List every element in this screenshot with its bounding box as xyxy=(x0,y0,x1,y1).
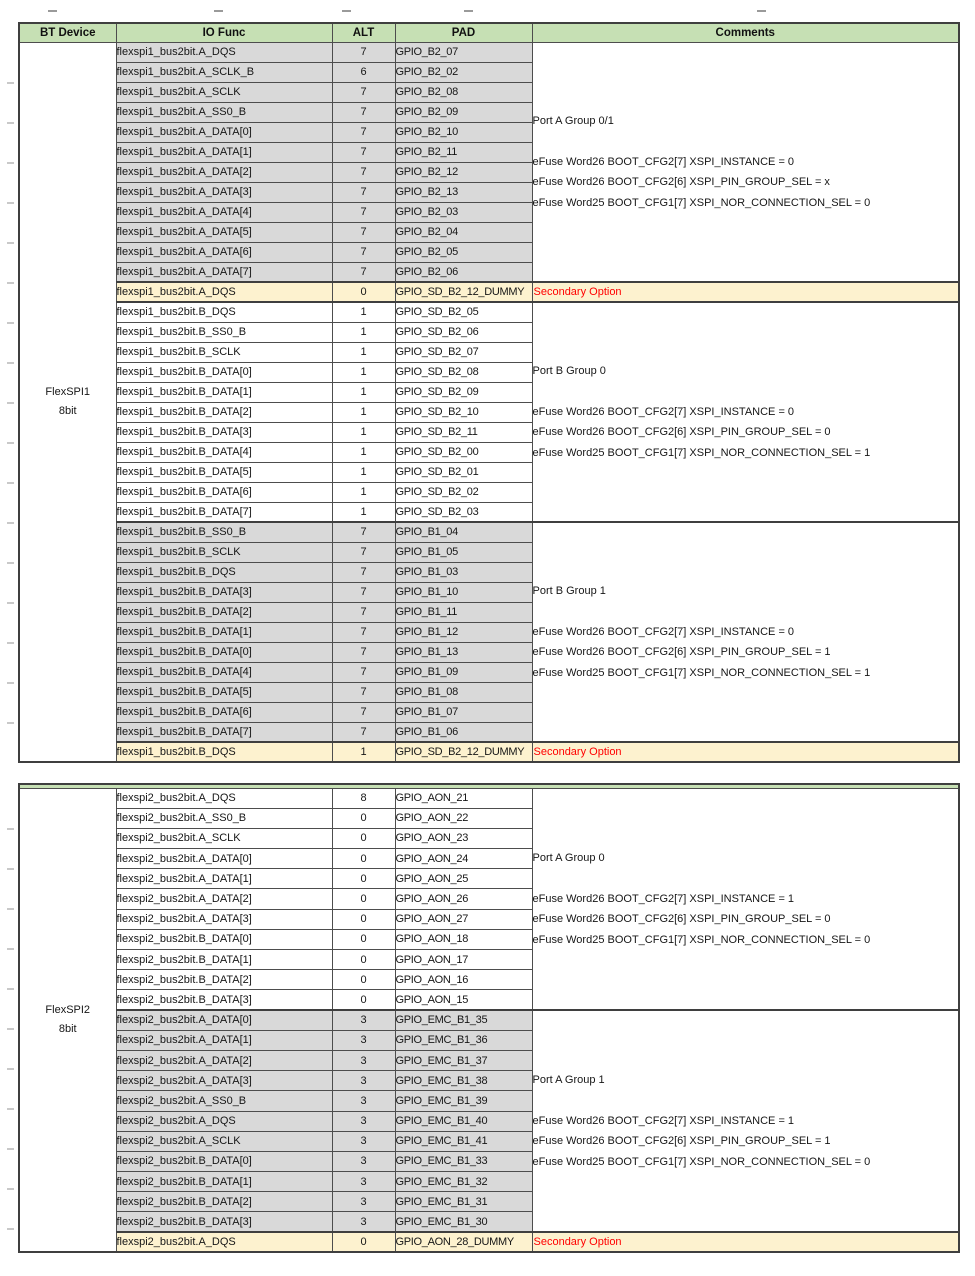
pad-cell: GPIO_B1_03 xyxy=(395,562,532,582)
alt-cell: 7 xyxy=(332,162,395,182)
alt-cell: 7 xyxy=(332,42,395,62)
io-func-cell: flexspi1_bus2bit.B_DATA[3] xyxy=(116,582,332,602)
comment-cell xyxy=(532,522,959,742)
pad-cell: GPIO_EMC_B1_36 xyxy=(395,1030,532,1050)
comment-spacer xyxy=(533,1090,959,1111)
io-func-cell: flexspi2_bus2bit.A_DATA[0] xyxy=(116,849,332,869)
column-header-bt-device: BT Device xyxy=(19,23,116,42)
alt-cell: 7 xyxy=(332,262,395,282)
io-func-cell: flexspi2_bus2bit.B_DATA[1] xyxy=(116,950,332,970)
pad-cell: GPIO_SD_B2_10 xyxy=(395,402,532,422)
efuse-setting-line: eFuse Word26 BOOT_CFG2[6] XSPI_PIN_GROUP_SEL = 0 xyxy=(532,426,831,439)
alt-cell: 1 xyxy=(332,302,395,322)
alt-cell: 3 xyxy=(332,1131,395,1151)
pad-cell: GPIO_SD_B2_06 xyxy=(395,322,532,342)
io-func-cell: flexspi1_bus2bit.B_DQS xyxy=(116,562,332,582)
io-func-cell: flexspi1_bus2bit.B_DQS xyxy=(116,302,332,322)
io-func-cell: flexspi1_bus2bit.A_DATA[5] xyxy=(116,222,332,242)
pad-cell: GPIO_SD_B2_02 xyxy=(395,482,532,502)
io-func-cell: flexspi2_bus2bit.B_DATA[2] xyxy=(116,970,332,990)
alt-cell: 1 xyxy=(332,322,395,342)
alt-cell: 0 xyxy=(332,990,395,1010)
port-group-label: Port A Group 0/1 xyxy=(532,114,614,127)
efuse-setting-line: eFuse Word25 BOOT_CFG1[7] XSPI_NOR_CONNECTION_SEL = 0 xyxy=(532,1155,871,1168)
io-func-cell: flexspi1_bus2bit.B_DATA[6] xyxy=(116,702,332,722)
pad-cell: GPIO_EMC_B1_38 xyxy=(395,1071,532,1091)
bt-device-cell-flexspi1 xyxy=(19,42,116,762)
io-func-cell: flexspi1_bus2bit.B_DATA[7] xyxy=(116,502,332,522)
pad-cell: GPIO_SD_B2_03 xyxy=(395,502,532,522)
port-group-label: Port A Group 0 xyxy=(532,851,605,864)
pad-cell: GPIO_SD_B2_07 xyxy=(395,342,532,362)
remnant-dash xyxy=(464,10,473,12)
alt-cell: 7 xyxy=(332,702,395,722)
table-row xyxy=(19,742,959,762)
alt-cell: 6 xyxy=(332,62,395,82)
io-func-cell: flexspi1_bus2bit.B_DATA[7] xyxy=(116,722,332,742)
alt-cell: 3 xyxy=(332,1172,395,1192)
alt-cell: 7 xyxy=(332,542,395,562)
pad-cell: GPIO_B2_13 xyxy=(395,182,532,202)
alt-cell: 7 xyxy=(332,602,395,622)
pad-cell: GPIO_EMC_B1_32 xyxy=(395,1172,532,1192)
pad-cell: GPIO_B1_04 xyxy=(395,522,532,542)
efuse-setting-line: eFuse Word25 BOOT_CFG1[7] XSPI_NOR_CONNECTION_SEL = 1 xyxy=(532,666,871,679)
comment-spacer xyxy=(533,868,959,889)
io-func-cell: flexspi1_bus2bit.A_DATA[3] xyxy=(116,182,332,202)
comment-cell xyxy=(532,42,959,282)
pad-cell: GPIO_EMC_B1_40 xyxy=(395,1111,532,1131)
efuse-setting-line: eFuse Word26 BOOT_CFG2[6] XSPI_PIN_GROUP_SEL = 0 xyxy=(532,913,831,926)
alt-cell: 0 xyxy=(332,889,395,909)
pad-cell: GPIO_SD_B2_05 xyxy=(395,302,532,322)
pad-cell: GPIO_EMC_B1_31 xyxy=(395,1192,532,1212)
io-func-cell: flexspi1_bus2bit.A_DATA[1] xyxy=(116,142,332,162)
column-header-pad: PAD xyxy=(395,23,532,42)
alt-cell: 1 xyxy=(332,742,395,762)
pad-cell: GPIO_AON_17 xyxy=(395,950,532,970)
alt-cell: 3 xyxy=(332,1071,395,1091)
alt-cell: 3 xyxy=(332,1030,395,1050)
io-func-cell: flexspi1_bus2bit.B_DATA[2] xyxy=(116,602,332,622)
pad-cell: GPIO_B2_06 xyxy=(395,262,532,282)
io-func-cell: flexspi1_bus2bit.A_DQS xyxy=(116,282,332,302)
flexspi2-section xyxy=(18,783,960,1253)
row-tick-marks xyxy=(7,44,14,762)
io-func-cell: flexspi1_bus2bit.A_DATA[7] xyxy=(116,262,332,282)
device-bits: 8bit xyxy=(58,404,77,417)
alt-cell: 0 xyxy=(332,909,395,929)
alt-cell: 3 xyxy=(332,1091,395,1111)
io-func-cell: flexspi1_bus2bit.B_DATA[1] xyxy=(116,382,332,402)
alt-cell: 7 xyxy=(332,242,395,262)
io-func-cell: flexspi2_bus2bit.A_DATA[0] xyxy=(116,1010,332,1030)
alt-cell: 7 xyxy=(332,122,395,142)
secondary-option-label: Secondary Option xyxy=(533,1236,622,1249)
pad-cell: GPIO_B1_13 xyxy=(395,642,532,662)
comment-block xyxy=(533,111,959,214)
io-func-cell: flexspi1_bus2bit.A_SS0_B xyxy=(116,102,332,122)
pad-cell: GPIO_EMC_B1_41 xyxy=(395,1131,532,1151)
alt-cell: 0 xyxy=(332,282,395,302)
efuse-setting-line: eFuse Word26 BOOT_CFG2[7] XSPI_INSTANCE = 0 xyxy=(532,405,795,418)
alt-cell: 1 xyxy=(332,402,395,422)
alt-cell: 0 xyxy=(332,849,395,869)
io-func-cell: flexspi2_bus2bit.B_DATA[2] xyxy=(116,1192,332,1212)
io-func-cell: flexspi2_bus2bit.A_DATA[2] xyxy=(116,889,332,909)
flexspi1-section xyxy=(18,22,960,763)
pad-cell: GPIO_B1_07 xyxy=(395,702,532,722)
alt-cell: 1 xyxy=(332,442,395,462)
comment-spacer xyxy=(533,381,959,402)
table-row xyxy=(19,788,959,808)
io-func-cell: flexspi1_bus2bit.B_DATA[0] xyxy=(116,642,332,662)
pad-cell: GPIO_B1_10 xyxy=(395,582,532,602)
io-func-cell: flexspi1_bus2bit.B_DATA[6] xyxy=(116,482,332,502)
pad-cell: GPIO_B1_08 xyxy=(395,682,532,702)
io-func-cell: flexspi1_bus2bit.A_SCLK_B xyxy=(116,62,332,82)
header-row xyxy=(19,23,959,42)
io-func-cell: flexspi1_bus2bit.A_DATA[2] xyxy=(116,162,332,182)
alt-cell: 3 xyxy=(332,1192,395,1212)
pad-cell: GPIO_B2_04 xyxy=(395,222,532,242)
io-func-cell: flexspi2_bus2bit.A_DATA[1] xyxy=(116,1030,332,1050)
io-func-cell: flexspi1_bus2bit.B_DATA[0] xyxy=(116,362,332,382)
remnant-dash xyxy=(48,10,57,12)
device-name: FlexSPI2 xyxy=(45,1003,91,1016)
io-func-cell: flexspi1_bus2bit.A_DATA[4] xyxy=(116,202,332,222)
alt-cell: 3 xyxy=(332,1151,395,1171)
pad-cell: GPIO_AON_28_DUMMY xyxy=(395,1232,532,1252)
io-func-cell: flexspi2_bus2bit.A_DATA[2] xyxy=(116,1050,332,1070)
io-func-cell: flexspi1_bus2bit.B_SCLK xyxy=(116,542,332,562)
comment-spacer xyxy=(533,131,959,152)
io-func-cell: flexspi1_bus2bit.B_DATA[2] xyxy=(116,402,332,422)
remnant-dash xyxy=(757,10,766,12)
table-row xyxy=(19,282,959,302)
io-func-cell: flexspi2_bus2bit.A_DATA[3] xyxy=(116,1071,332,1091)
io-func-cell: flexspi1_bus2bit.A_DATA[6] xyxy=(116,242,332,262)
io-func-cell: flexspi1_bus2bit.B_SS0_B xyxy=(116,322,332,342)
alt-cell: 1 xyxy=(332,382,395,402)
io-func-cell: flexspi1_bus2bit.B_SS0_B xyxy=(116,522,332,542)
pad-cell: GPIO_AON_16 xyxy=(395,970,532,990)
pad-cell: GPIO_B2_09 xyxy=(395,102,532,122)
comment-cell xyxy=(532,1010,959,1232)
alt-cell: 0 xyxy=(332,970,395,990)
pad-cell: GPIO_B2_10 xyxy=(395,122,532,142)
table-row xyxy=(19,522,959,542)
alt-cell: 7 xyxy=(332,682,395,702)
alt-cell: 7 xyxy=(332,82,395,102)
io-func-cell: flexspi2_bus2bit.B_DATA[0] xyxy=(116,1151,332,1171)
io-func-cell: flexspi1_bus2bit.B_DATA[4] xyxy=(116,442,332,462)
alt-cell: 7 xyxy=(332,222,395,242)
pad-cell: GPIO_SD_B2_00 xyxy=(395,442,532,462)
pad-cell: GPIO_AON_21 xyxy=(395,788,532,808)
efuse-setting-line: eFuse Word26 BOOT_CFG2[7] XSPI_INSTANCE = 0 xyxy=(532,155,795,168)
io-func-cell: flexspi2_bus2bit.A_SS0_B xyxy=(116,1091,332,1111)
pad-cell: GPIO_B2_05 xyxy=(395,242,532,262)
secondary-option-cell xyxy=(532,282,959,302)
alt-cell: 7 xyxy=(332,522,395,542)
column-header-io-func: IO Func xyxy=(116,23,332,42)
secondary-option-label: Secondary Option xyxy=(533,746,622,758)
pad-cell: GPIO_SD_B2_08 xyxy=(395,362,532,382)
io-func-cell: flexspi2_bus2bit.A_SCLK xyxy=(116,1131,332,1151)
port-group-label: Port B Group 0 xyxy=(532,364,606,377)
comment-block xyxy=(533,1070,959,1173)
io-func-cell: flexspi1_bus2bit.B_DATA[4] xyxy=(116,662,332,682)
pad-cell: GPIO_B1_09 xyxy=(395,662,532,682)
device-name: FlexSPI1 xyxy=(45,385,91,398)
io-func-cell: flexspi1_bus2bit.A_SCLK xyxy=(116,82,332,102)
alt-cell: 7 xyxy=(332,202,395,222)
table-row xyxy=(19,1232,959,1252)
pad-cell: GPIO_SD_B2_09 xyxy=(395,382,532,402)
efuse-setting-line: eFuse Word25 BOOT_CFG1[7] XSPI_NOR_CONNECTION_SEL = 1 xyxy=(532,446,871,459)
io-func-cell: flexspi1_bus2bit.B_SCLK xyxy=(116,342,332,362)
alt-cell: 7 xyxy=(332,662,395,682)
pin-table-flexspi2 xyxy=(18,783,960,1253)
pin-table-flexspi1 xyxy=(18,22,960,763)
efuse-setting-line: eFuse Word26 BOOT_CFG2[6] XSPI_PIN_GROUP_SEL = x xyxy=(532,176,830,188)
alt-cell: 1 xyxy=(332,482,395,502)
table-row xyxy=(19,302,959,322)
alt-cell: 7 xyxy=(332,102,395,122)
pad-cell: GPIO_B2_03 xyxy=(395,202,532,222)
pad-cell: GPIO_AON_15 xyxy=(395,990,532,1010)
efuse-setting-line: eFuse Word26 BOOT_CFG2[7] XSPI_INSTANCE = 1 xyxy=(532,1114,795,1127)
row-tick-marks xyxy=(7,790,14,1256)
io-func-cell: flexspi2_bus2bit.B_DATA[0] xyxy=(116,929,332,949)
pad-cell: GPIO_SD_B2_01 xyxy=(395,462,532,482)
pad-cell: GPIO_EMC_B1_30 xyxy=(395,1212,532,1232)
alt-cell: 1 xyxy=(332,462,395,482)
efuse-setting-line: eFuse Word25 BOOT_CFG1[7] XSPI_NOR_CONNECTION_SEL = 0 xyxy=(532,196,871,209)
pad-cell: GPIO_AON_22 xyxy=(395,808,532,828)
alt-cell: 7 xyxy=(332,562,395,582)
alt-cell: 3 xyxy=(332,1212,395,1232)
pad-cell: GPIO_B2_02 xyxy=(395,62,532,82)
secondary-option-cell xyxy=(532,742,959,762)
port-group-label: Port A Group 1 xyxy=(532,1073,605,1086)
io-func-cell: flexspi1_bus2bit.B_DATA[1] xyxy=(116,622,332,642)
alt-cell: 7 xyxy=(332,642,395,662)
efuse-setting-line: eFuse Word26 BOOT_CFG2[6] XSPI_PIN_GROUP_SEL = 1 xyxy=(532,1135,831,1148)
io-func-cell: flexspi1_bus2bit.B_DATA[5] xyxy=(116,462,332,482)
alt-cell: 0 xyxy=(332,950,395,970)
io-func-cell: flexspi2_bus2bit.B_DATA[3] xyxy=(116,1212,332,1232)
pad-cell: GPIO_B1_11 xyxy=(395,602,532,622)
secondary-option-cell xyxy=(532,1232,959,1252)
pad-cell: GPIO_B2_12 xyxy=(395,162,532,182)
table-row xyxy=(19,1010,959,1030)
io-func-cell: flexspi2_bus2bit.A_DATA[3] xyxy=(116,909,332,929)
pad-cell: GPIO_EMC_B1_35 xyxy=(395,1010,532,1030)
alt-cell: 7 xyxy=(332,582,395,602)
alt-cell: 7 xyxy=(332,182,395,202)
pad-cell: GPIO_EMC_B1_39 xyxy=(395,1091,532,1111)
efuse-setting-line: eFuse Word26 BOOT_CFG2[7] XSPI_INSTANCE = 0 xyxy=(532,625,795,638)
alt-cell: 7 xyxy=(332,722,395,742)
pad-cell: GPIO_SD_B2_12_DUMMY xyxy=(395,282,532,302)
io-func-cell: flexspi1_bus2bit.A_DATA[0] xyxy=(116,122,332,142)
efuse-setting-line: eFuse Word26 BOOT_CFG2[6] XSPI_PIN_GROUP_SEL = 1 xyxy=(532,646,831,659)
alt-cell: 1 xyxy=(332,422,395,442)
secondary-option-label: Secondary Option xyxy=(533,286,622,298)
comment-block xyxy=(533,581,959,684)
remnant-dash xyxy=(214,10,223,12)
comment-block xyxy=(533,848,959,951)
io-func-cell: flexspi2_bus2bit.A_DQS xyxy=(116,1232,332,1252)
pad-cell: GPIO_AON_27 xyxy=(395,909,532,929)
alt-cell: 7 xyxy=(332,142,395,162)
pad-cell: GPIO_AON_26 xyxy=(395,889,532,909)
alt-cell: 0 xyxy=(332,869,395,889)
pad-cell: GPIO_B1_05 xyxy=(395,542,532,562)
alt-cell: 3 xyxy=(332,1050,395,1070)
io-func-cell: flexspi2_bus2bit.B_DATA[3] xyxy=(116,990,332,1010)
alt-cell: 8 xyxy=(332,788,395,808)
io-func-cell: flexspi1_bus2bit.B_DATA[3] xyxy=(116,422,332,442)
bt-device-cell-flexspi2 xyxy=(19,788,116,1252)
pad-cell: GPIO_B2_08 xyxy=(395,82,532,102)
pad-cell: GPIO_SD_B2_11 xyxy=(395,422,532,442)
alt-cell: 7 xyxy=(332,622,395,642)
alt-cell: 1 xyxy=(332,502,395,522)
column-header-alt: ALT xyxy=(332,23,395,42)
pad-cell: GPIO_AON_24 xyxy=(395,849,532,869)
io-func-cell: flexspi1_bus2bit.B_DATA[5] xyxy=(116,682,332,702)
pad-cell: GPIO_B2_11 xyxy=(395,142,532,162)
column-header-comments: Comments xyxy=(532,23,959,42)
pad-cell: GPIO_B1_12 xyxy=(395,622,532,642)
io-func-cell: flexspi2_bus2bit.A_SS0_B xyxy=(116,808,332,828)
comment-cell xyxy=(532,302,959,522)
io-func-cell: flexspi2_bus2bit.A_SCLK xyxy=(116,828,332,848)
comment-block xyxy=(533,361,959,464)
pad-cell: GPIO_SD_B2_12_DUMMY xyxy=(395,742,532,762)
pad-cell: GPIO_EMC_B1_33 xyxy=(395,1151,532,1171)
pad-cell: GPIO_EMC_B1_37 xyxy=(395,1050,532,1070)
efuse-setting-line: eFuse Word25 BOOT_CFG1[7] XSPI_NOR_CONNECTION_SEL = 0 xyxy=(532,933,871,946)
io-func-cell: flexspi2_bus2bit.A_DQS xyxy=(116,788,332,808)
alt-cell: 1 xyxy=(332,362,395,382)
pad-cell: GPIO_AON_25 xyxy=(395,869,532,889)
alt-cell: 3 xyxy=(332,1111,395,1131)
io-func-cell: flexspi1_bus2bit.B_DQS xyxy=(116,742,332,762)
alt-cell: 0 xyxy=(332,1232,395,1252)
pad-cell: GPIO_AON_23 xyxy=(395,828,532,848)
io-func-cell: flexspi1_bus2bit.A_DQS xyxy=(116,42,332,62)
pad-cell: GPIO_AON_18 xyxy=(395,929,532,949)
alt-cell: 0 xyxy=(332,929,395,949)
comment-cell xyxy=(532,788,959,1010)
alt-cell: 3 xyxy=(332,1010,395,1030)
io-func-cell: flexspi2_bus2bit.B_DATA[1] xyxy=(116,1172,332,1192)
device-bits: 8bit xyxy=(58,1022,77,1035)
table-row xyxy=(19,42,959,62)
alt-cell: 0 xyxy=(332,808,395,828)
efuse-setting-line: eFuse Word26 BOOT_CFG2[7] XSPI_INSTANCE = 1 xyxy=(532,892,795,905)
pad-cell: GPIO_B2_07 xyxy=(395,42,532,62)
comment-spacer xyxy=(533,601,959,622)
io-func-cell: flexspi2_bus2bit.A_DQS xyxy=(116,1111,332,1131)
alt-cell: 0 xyxy=(332,828,395,848)
port-group-label: Port B Group 1 xyxy=(532,584,606,597)
remnant-dash xyxy=(342,10,351,12)
pad-cell: GPIO_B1_06 xyxy=(395,722,532,742)
io-func-cell: flexspi2_bus2bit.A_DATA[1] xyxy=(116,869,332,889)
alt-cell: 1 xyxy=(332,342,395,362)
